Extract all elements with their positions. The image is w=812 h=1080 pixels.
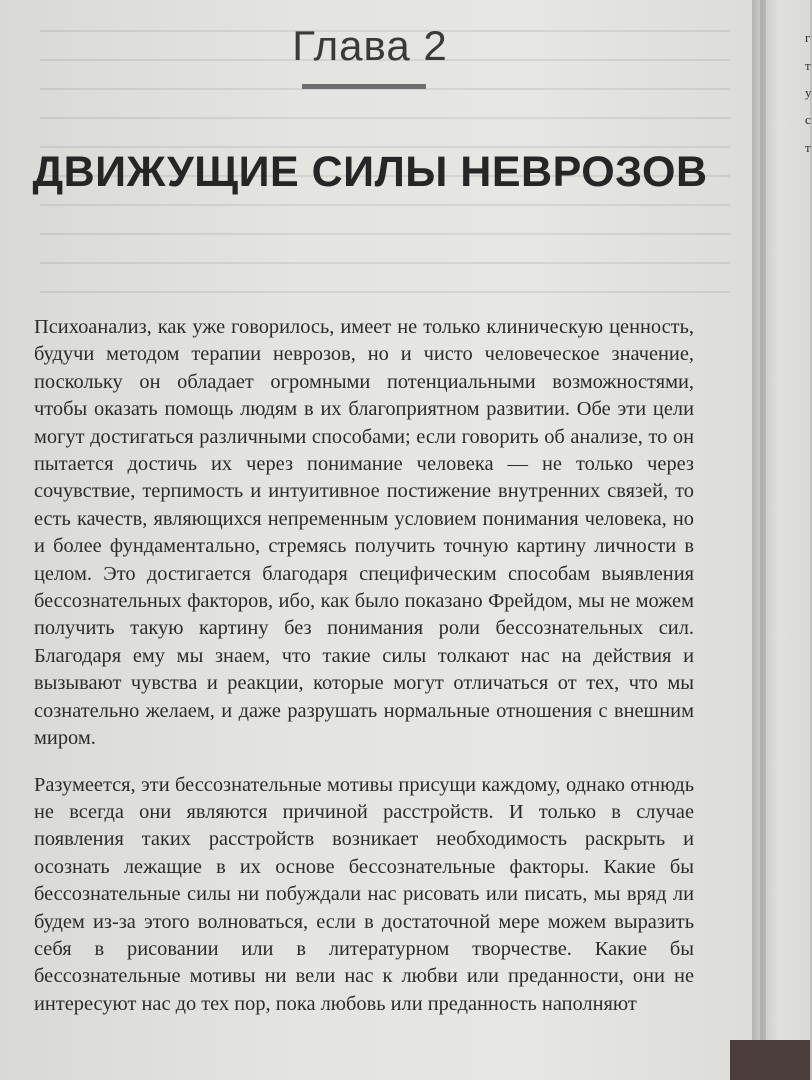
edge-letter: с bbox=[805, 112, 811, 127]
edge-letter: т bbox=[805, 58, 811, 73]
edge-letter: т bbox=[805, 140, 811, 155]
chapter-label: Глава 2 bbox=[292, 22, 448, 69]
paragraph-2: Разумеется, эти бессознательные мотивы присущи каждому, однако отнюдь не всегда они являются причиной расстройств. И только в случае появления таких расстройств возникает необходимость раскрыть и осознать лежащие в их основе бессознательные факторы. Какие бы бессознательные силы ни побуждали нас рисовать или писать, мы вряд ли будем из-за этого волноваться, если в достаточной мере можем выразить себя в рисовании или в литературном творчестве. Какие бы бессознательные мотивы ни вели нас к любви или преданности, они не интересуют нас до тех пор, пока любовь или преданность наполняют bbox=[34, 773, 694, 1015]
chapter-rule bbox=[302, 84, 426, 89]
edge-letter: у bbox=[805, 85, 812, 100]
adjacent-page-edge bbox=[766, 0, 810, 1080]
chapter-title: ДВИЖУЩИЕ СИЛЫ НЕВРОЗОВ bbox=[32, 148, 708, 196]
edge-letter: г bbox=[805, 30, 811, 45]
chapter-body bbox=[34, 314, 694, 1018]
paragraph-1: Психоанализ, как уже говорилось, имеет не только клиническую ценность, будучи методом терапии неврозов, но и чисто человеческое значение, поскольку он обладает огромными потенциальными возможностями, чтобы оказать помощь людям в их благоприятном развитии. Обе эти цели могут достигаться различными способами; если говорить об анализе, то он пытается достичь их через понимание человека — не только через сочувствие, терпимость и интуитивное постижение внутренних связей, то есть качеств, являющихся непременным условием понимания человека, но и более фундаментально, стремясь получить точную картину личности в целом. Это достигается благодаря специфическим способам выявления бессознательных факторов, ибо, как было показано Фрейдом, мы не можем получить такую картину без понимания роли бессознательных сил. Благодаря ему мы знаем, что такие силы толкают нас на действия и вызывают чувства и реакции, которые могут отличаться от тех, что мы сознательно желаем, и даже разрушать нормальные отношения с внешним миром. bbox=[34, 316, 694, 750]
book-cover-edge bbox=[730, 1040, 810, 1080]
